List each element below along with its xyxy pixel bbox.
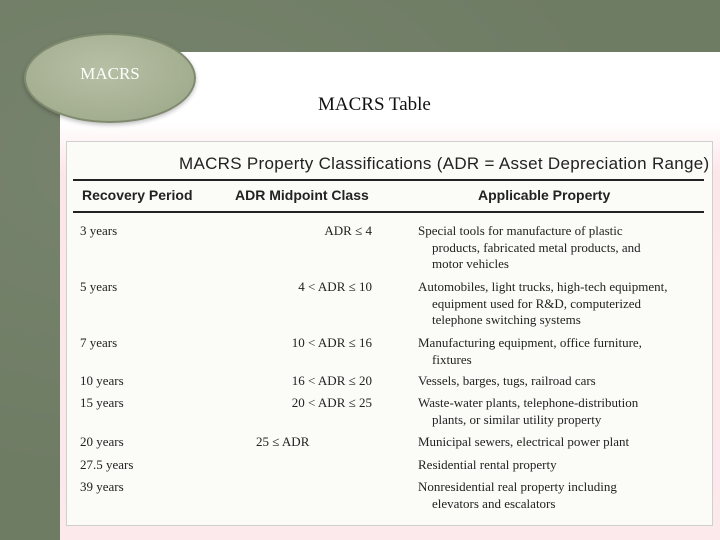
table-row-property: Vessels, barges, tugs, railroad cars (418, 373, 596, 388)
section-badge-label: MACRS (80, 64, 140, 83)
table-row-property: Residential rental property (418, 457, 557, 472)
table-row-property: Waste-water plants, telephone-distribution plants, or similar utility property (418, 395, 639, 427)
header-recovery-period: Recovery Period (82, 187, 193, 203)
table-row-adr: 4 < ADR ≤ 10 (298, 279, 372, 294)
table-row-period: 10 years (80, 373, 124, 388)
table-row-adr: 16 < ADR ≤ 20 (291, 373, 372, 388)
table-row-property: Manufacturing equipment, office furniture, fixtures (418, 335, 642, 367)
table-row-property: Nonresidential real property including elevators and escalators (418, 479, 617, 511)
table-row-property: Municipal sewers, electrical power plant (418, 434, 630, 449)
table-row-adr: 10 < ADR ≤ 16 (291, 335, 372, 350)
table-rule-top (73, 179, 704, 181)
table-row-period: 20 years (80, 434, 124, 449)
macrs-table (66, 141, 713, 526)
table-title: MACRS Property Classifications (ADR = Asset Depreciation Range) (179, 154, 710, 173)
table-row-property: Automobiles, light trucks, high-tech equipment, equipment used for R&D, computerized telephone switching systems (418, 279, 668, 327)
table-row-period: 27.5 years (80, 457, 134, 472)
header-applicable-property: Applicable Property (478, 187, 611, 203)
table-row-adr: 20 < ADR ≤ 25 (291, 395, 372, 410)
table-row-period: 5 years (80, 279, 118, 294)
table-row-adr: 25 ≤ ADR (256, 434, 310, 449)
header-adr-midpoint-class: ADR Midpoint Class (235, 187, 369, 203)
page-title: MACRS Table (318, 94, 431, 115)
table-row-property: Special tools for manufacture of plastic products, fabricated metal products, and motor vehicles (418, 223, 641, 271)
table-row-period: 15 years (80, 395, 124, 410)
table-row-period: 3 years (80, 223, 118, 238)
table-row-adr: ADR ≤ 4 (324, 223, 372, 238)
table-rule-header (73, 211, 704, 213)
table-row-period: 39 years (80, 479, 124, 494)
table-row-period: 7 years (80, 335, 118, 350)
